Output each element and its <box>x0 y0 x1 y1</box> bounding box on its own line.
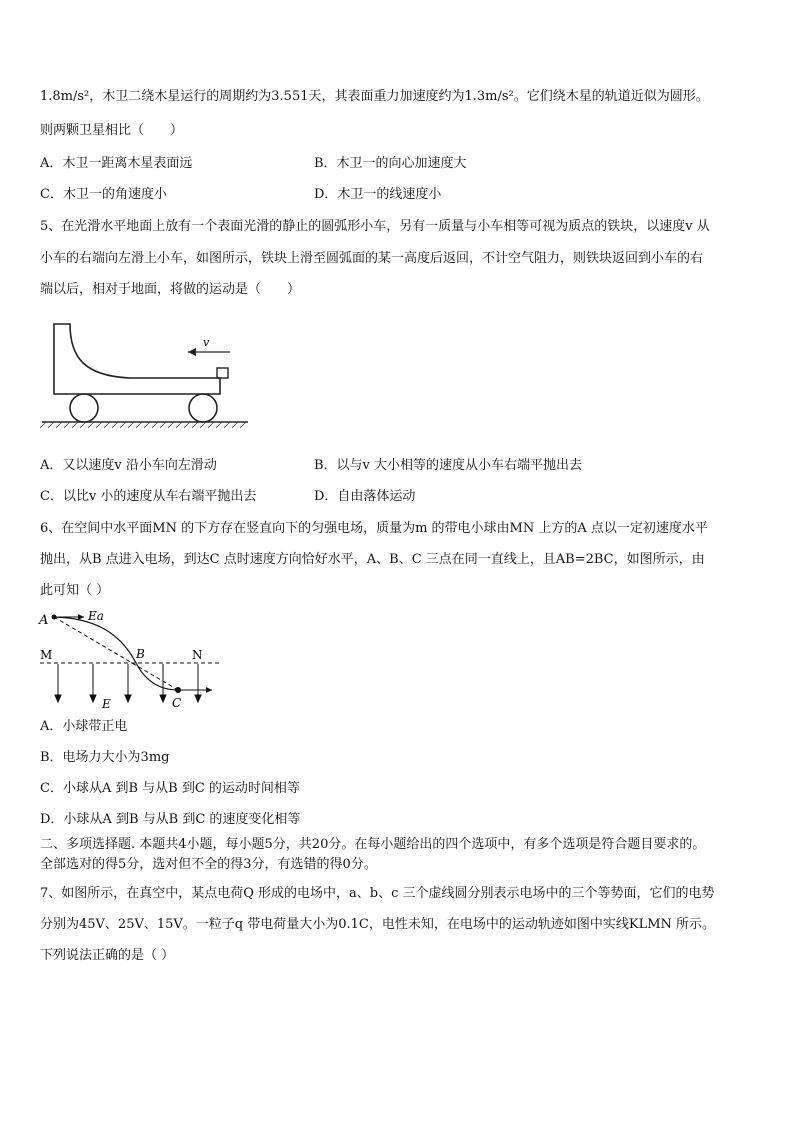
q7-text-line-2: 分别为45V、25V、15V。一粒子q 带电荷量大小为0.1C，电性未知，在电场中的运动轨迹如图中实线KLMN 所示。 <box>40 917 716 932</box>
q5-option-c: C．以比v 小的速度从车右端平抛出去 <box>40 489 257 504</box>
q4-text-line-1: 1.8m/s²，木卫二绕木星运行的周期约为3.551天，其表面重力加速度约为1.3m/s²。它们绕木星的轨道近似为圆形。 <box>40 89 709 104</box>
q4-option-a: A．木卫一距离木星表面远 <box>40 156 193 171</box>
q6-option-d: D．小球从A 到B 与从B 到C 的速度变化相等 <box>40 812 301 827</box>
q6-label-m: M <box>40 648 53 662</box>
q7-text-line-1: 7、如图所示，在真空中，某点电荷Q 形成的电场中，a、b、c 三个虚线圆分别表示电场中的三个等势面，它们的电势 <box>40 886 715 901</box>
section2-line-1: 二、多项选择题. 本题共4小题，每小题5分，共20分。在每小题给出的四个选项中，有多个选项是符合题目要求的。 <box>40 837 706 852</box>
q5-text-line-1: 5、在光滑水平地面上放有一个表面光滑的静止的圆弧形小车，另有一质量与小车相等可视为质点的铁块，以速度v 从 <box>40 219 710 234</box>
q6-label-a: A <box>39 613 49 628</box>
q5-option-b: B．以与v 大小相等的速度从小车右端平抛出去 <box>314 458 583 473</box>
q6-text-line-3: 此可知（ ） <box>40 583 110 598</box>
q4-option-b: B．木卫一的向心加速度大 <box>314 156 467 171</box>
q4-option-d: D．木卫一的线速度小 <box>314 187 442 202</box>
q5-option-d: D．自由落体运动 <box>314 489 416 504</box>
q6-option-a: A．小球带正电 <box>40 719 128 734</box>
q6-label-b: B <box>136 647 145 661</box>
q6-field-figure <box>36 604 226 712</box>
q4-option-c: C．木卫一的角速度小 <box>40 187 167 202</box>
q5-text-line-2: 小车的右端向左滑上小车，如图所示，铁块上滑至圆弧面的某一高度后返回，不计空气阻力，则铁块返回到小车的右 <box>40 251 704 266</box>
section2-line-2: 全部选对的得5分，选对但不全的得3分，有选错的得0分。 <box>40 857 377 872</box>
q6-label-e: E <box>102 697 111 711</box>
q6-label-c: C <box>172 696 182 710</box>
q5-cart-figure <box>40 318 250 430</box>
q6-option-b: B．电场力大小为3mg <box>40 750 170 765</box>
q6-label-n: N <box>192 648 203 662</box>
q5-option-a: A．又以速度v 沿小车向左滑动 <box>40 458 217 473</box>
q7-text-line-3: 下列说法正确的是（ ） <box>40 948 175 963</box>
q5-text-line-3: 端以后，相对于地面，将做的运动是（ ） <box>40 282 301 297</box>
q6-label-ea: Ea <box>88 609 104 623</box>
q6-text-line-2: 抛出，从B 点进入电场，到达C 点时速度方向恰好水平，A、B、C 三点在同一直线上，且AB=2BC，如图所示，由 <box>40 552 705 567</box>
q4-text-line-2: 则两颗卫星相比（ ） <box>40 123 184 138</box>
q6-text-line-1: 6、在空间中水平面MN 的下方存在竖直向下的匀强电场，质量为m 的带电小球由MN 上方的A 点以一定初速度水平 <box>40 521 708 536</box>
q5-velocity-label: v <box>203 336 210 349</box>
q6-option-c: C．小球从A 到B 与从B 到C 的运动时间相等 <box>40 781 300 796</box>
